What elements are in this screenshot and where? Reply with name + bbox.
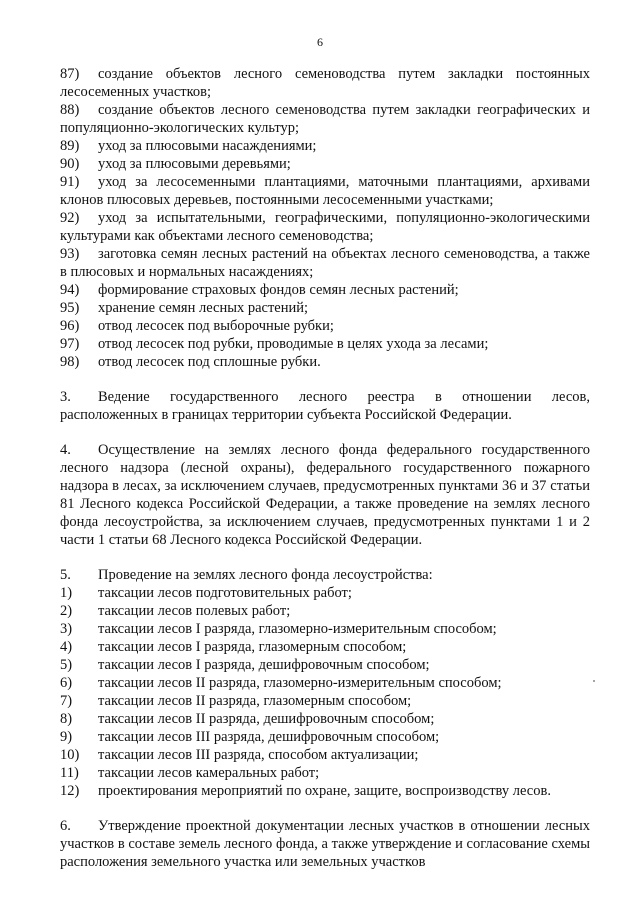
list-item-number: 5) <box>60 657 73 673</box>
section-number: 4. <box>60 442 71 458</box>
list-item-text: хранение семян лесных растений; <box>98 300 309 316</box>
section-text: Осуществление на землях лесного фонда федерального государственного лесного надзора (лесной охраны), федерального государственного пожарного надзора в лесах, за исключением случаев, предусмотренных пунктами 36 и 37 статьи 81 Лесного кодекса Российской Федерации, а также проведение на землях лесного фонда лесоустройства, за исключением случаев, предусмотренных пунктами 1 и 2 части 1 статьи 68 Лесного кодекса Российской Федерации. <box>60 442 590 548</box>
list-item-number: 4) <box>60 639 73 655</box>
list-item-text: создание объектов лесного семеноводства путем закладки постоянных лесосеменных участков; <box>60 66 590 100</box>
list-item-number: 6) <box>60 675 73 691</box>
list-item-text: проектирования мероприятий по охране, защите, воспроизводству лесов. <box>98 783 551 799</box>
list-item-text: отвод лесосек под рубки, проводимые в целях ухода за лесами; <box>98 336 489 352</box>
section-text: Утверждение проектной документации лесных участков в отношении лесных участков в составе земель лесного фонда, а также утверждение и согласование схемы расположения земельного участка или земельных участков <box>60 818 590 870</box>
list-item-text: отвод лесосек под сплошные рубки. <box>98 354 321 370</box>
list-item <box>60 335 590 353</box>
list-item-number: 8) <box>60 711 73 727</box>
list-item <box>60 155 590 173</box>
section-3 <box>60 388 590 424</box>
list-item-number: 10) <box>60 747 80 763</box>
list-item-number: 12) <box>60 783 80 799</box>
list-item <box>60 728 590 746</box>
list-item <box>60 692 590 710</box>
list-item-number: 89) <box>60 138 80 154</box>
list-item-number: 87) <box>60 66 80 82</box>
list-item-text: уход за лесосеменными плантациями, маточными плантациями, архивами клонов плюсовых деревьев, постоянными лесосеменными участками; <box>60 174 590 208</box>
list-item <box>60 764 590 782</box>
section-number: 5. <box>60 567 71 583</box>
section-5 <box>60 566 590 584</box>
list-item-text: таксации лесов II разряда, глазомерно-измерительным способом; <box>98 675 502 691</box>
list-item-text: таксации лесов II разряда, дешифровочным способом; <box>98 711 435 727</box>
section-6 <box>60 817 590 871</box>
list-item-number: 91) <box>60 174 80 190</box>
list-item <box>60 746 590 764</box>
list-item <box>60 137 590 155</box>
list-items-87-98 <box>60 65 590 371</box>
list-item-text: таксации лесов II разряда, глазомерным способом; <box>98 693 412 709</box>
list-item-number: 96) <box>60 318 80 334</box>
list-item-text: таксации лесов подготовительных работ; <box>98 585 352 601</box>
list-item <box>60 710 590 728</box>
section-number: 3. <box>60 389 71 405</box>
list-item <box>60 638 590 656</box>
list-item-number: 7) <box>60 693 73 709</box>
list-item-number: 2) <box>60 603 73 619</box>
section-number: 6. <box>60 818 71 834</box>
list-item <box>60 281 590 299</box>
scan-speck <box>593 680 595 682</box>
section-text: Ведение государственного лесного реестра в отношении лесов, расположенных в границах территории субъекта Российской Федерации. <box>60 389 590 423</box>
list-item-number: 90) <box>60 156 80 172</box>
list-item-number: 1) <box>60 585 73 601</box>
list-item <box>60 317 590 335</box>
list-item-number: 92) <box>60 210 80 226</box>
list-item-text: таксации лесов камеральных работ; <box>98 765 320 781</box>
section-4 <box>60 441 590 549</box>
list-item <box>60 353 590 371</box>
list-item <box>60 656 590 674</box>
list-item-number: 3) <box>60 621 73 637</box>
list-item <box>60 173 590 209</box>
section-text: Проведение на землях лесного фонда лесоустройства: <box>98 567 433 583</box>
list-item-number: 11) <box>60 765 79 781</box>
list-item <box>60 782 590 800</box>
list-item-number: 97) <box>60 336 80 352</box>
list-item-number: 9) <box>60 729 73 745</box>
list-item <box>60 101 590 137</box>
list-item-text: таксации лесов полевых работ; <box>98 603 291 619</box>
list-item <box>60 209 590 245</box>
list-item-text: уход за плюсовыми насаждениями; <box>98 138 317 154</box>
list-item <box>60 299 590 317</box>
list-item <box>60 620 590 638</box>
document-body <box>60 65 590 871</box>
list-item-number: 93) <box>60 246 80 262</box>
list-items-1-12 <box>60 584 590 800</box>
list-item-text: уход за плюсовыми деревьями; <box>98 156 291 172</box>
list-item <box>60 584 590 602</box>
list-item-text: таксации лесов I разряда, глазомерно-измерительным способом; <box>98 621 497 637</box>
list-item-text: создание объектов лесного семеноводства путем закладки географических и популяционно-экологических культур; <box>60 102 590 136</box>
list-item-text: таксации лесов III разряда, дешифровочным способом; <box>98 729 440 745</box>
list-item-text: отвод лесосек под выборочные рубки; <box>98 318 334 334</box>
list-item-text: таксации лесов III разряда, способом актуализации; <box>98 747 419 763</box>
list-item-text: таксации лесов I разряда, глазомерным способом; <box>98 639 407 655</box>
list-item-text: таксации лесов I разряда, дешифровочным способом; <box>98 657 430 673</box>
list-item-number: 95) <box>60 300 80 316</box>
list-item <box>60 245 590 281</box>
list-item-text: формирование страховых фондов семян лесных растений; <box>98 282 459 298</box>
page-number: 6 <box>317 35 323 49</box>
list-item <box>60 602 590 620</box>
list-item <box>60 674 590 692</box>
list-item-number: 98) <box>60 354 80 370</box>
list-item-number: 94) <box>60 282 80 298</box>
list-item <box>60 65 590 101</box>
list-item-text: заготовка семян лесных растений на объектах лесного семеноводства, а также в плюсовых и нормальных насаждениях; <box>60 246 590 280</box>
list-item-number: 88) <box>60 102 80 118</box>
list-item-text: уход за испытательными, географическими, популяционно-экологическими культурами как объектами лесного семеноводства; <box>60 210 590 244</box>
